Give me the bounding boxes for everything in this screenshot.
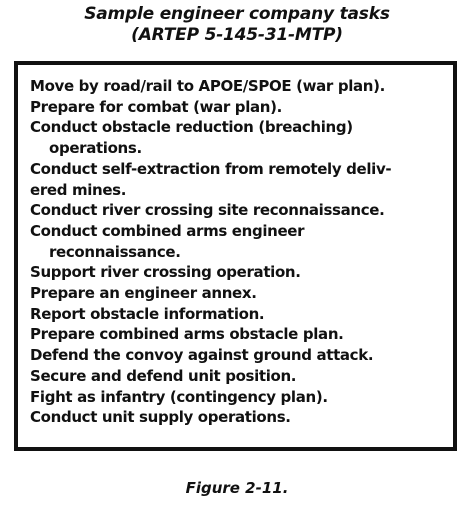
task-item-river-crossing-recon xyxy=(30,200,453,221)
task-line: Conduct self-extraction from remotely deliv- xyxy=(30,159,392,178)
task-line: Prepare combined arms obstacle plan. xyxy=(30,325,344,344)
figure-caption: Figure 2-11. xyxy=(185,479,289,497)
task-line: Conduct river crossing site reconnaissance. xyxy=(30,201,385,220)
task-item-unit-supply xyxy=(30,407,453,428)
title-line-2: (ARTEP 5-145-31-MTP) xyxy=(131,25,343,45)
task-item-prepare-for-combat xyxy=(30,97,453,118)
task-line-continuation: ered mines. xyxy=(30,180,127,199)
task-item-support-river-crossing xyxy=(30,262,453,283)
task-item-defend-convoy xyxy=(30,345,453,366)
task-item-combined-arms-recon xyxy=(30,221,453,262)
task-line: Conduct unit supply operations. xyxy=(30,408,291,427)
task-list-box xyxy=(14,61,457,451)
task-item-report-obstacle xyxy=(30,304,453,325)
task-item-secure-unit-position xyxy=(30,366,453,387)
task-line: Conduct obstacle reduction (breaching) xyxy=(30,118,353,137)
task-line: Conduct combined arms engineer xyxy=(30,221,305,240)
task-item-fight-as-infantry xyxy=(30,387,453,408)
task-line: Prepare for combat (war plan). xyxy=(30,97,282,116)
task-line: Defend the convoy against ground attack. xyxy=(30,346,374,365)
task-item-move-by-road xyxy=(30,76,453,97)
title-line-1: Sample engineer company tasks xyxy=(84,4,390,24)
task-line: Move by road/rail to APOE/SPOE (war plan). xyxy=(30,77,385,95)
task-line-continuation: reconnaissance. xyxy=(49,242,181,261)
task-item-engineer-annex xyxy=(30,283,453,304)
task-line: Prepare an engineer annex. xyxy=(30,284,257,303)
task-item-obstacle-reduction xyxy=(30,117,453,158)
figure-title xyxy=(0,4,474,46)
task-line-continuation: operations. xyxy=(49,139,142,158)
task-line: Support river crossing operation. xyxy=(30,263,301,282)
task-line: Secure and defend unit position. xyxy=(30,366,297,385)
task-item-obstacle-plan xyxy=(30,324,453,345)
task-line: Fight as infantry (contingency plan). xyxy=(30,387,328,406)
task-item-self-extraction xyxy=(30,159,453,200)
task-line: Report obstacle information. xyxy=(30,304,265,323)
task-list xyxy=(30,76,453,428)
